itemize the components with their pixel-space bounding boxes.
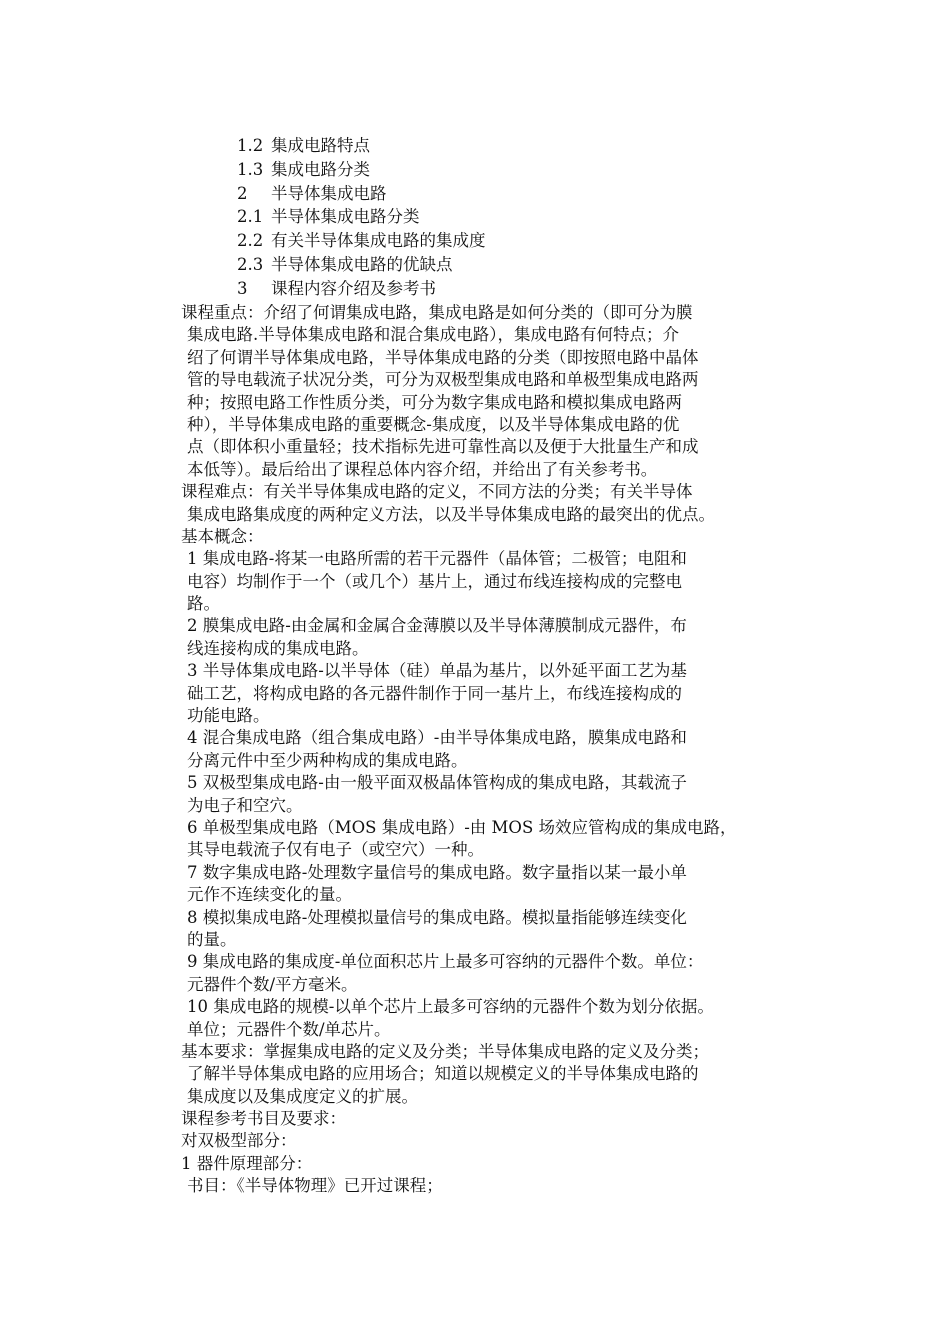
difficult-points-paragraph [181,481,821,526]
text-line: 础工艺，将构成电路的各元器件制作于同一基片上，布线连接构成的 [187,683,682,703]
text-line: 8 模拟集成电路-处理模拟量信号的集成电路。模拟量指能够连续变化 [187,907,687,927]
text-line: 种），半导体集成电路的重要概念-集成度，以及半导体集成电路的优 [187,414,680,434]
toc-text: 半导体集成电路分类 [271,207,420,227]
device-principle-heading: 1 器件原理部分： [181,1153,313,1173]
concept-item [181,862,821,907]
toc-number: 2.2 [237,231,264,251]
concepts-section [181,526,821,1041]
toc-number: 3 [237,278,248,298]
text-line: 本低等）。最后给出了课程总体内容介绍，并给出了有关参考书。 [187,459,658,479]
toc-text: 半导体集成电路 [271,183,387,203]
text-line: 元作不连续变化的量。 [187,885,352,905]
text-line: 绍了何谓半导体集成电路，半导体集成电路的分类（即按照电路中晶体 [187,347,699,367]
concept-item [181,548,821,615]
text-line: 5 双极型集成电路-由一般平面双极晶体管构成的集成电路，其载流子 [187,773,687,793]
text-line: 4 混合集成电路（组合集成电路）-由半导体集成电路，膜集成电路和 [187,728,687,748]
concept-item [181,615,821,660]
toc-number: 2.3 [237,254,264,274]
toc-text: 集成电路分类 [271,159,370,179]
text-line: 单位；元器件个数/单芯片。 [187,1019,391,1039]
toc-list [237,134,486,301]
text-line: 课程难点：有关半导体集成电路的定义，不同方法的分类；有关半导体 [181,482,693,502]
toc-number: 1.3 [237,159,264,179]
text-line: 的量。 [187,929,237,949]
text-line: 集成电路集成度的两种定义方法，以及半导体集成电路的最突出的优点。 [187,504,715,524]
references-heading: 课程参考书目及要求： [181,1109,346,1129]
toc-item [237,182,486,206]
text-line: 9 集成电路的集成度-单位面积芯片上最多可容纳的元器件个数。单位： [187,952,704,972]
text-line: 6 单极型集成电路（MOS 集成电路）-由 MOS 场效应管构成的集成电路， [187,817,737,837]
toc-item [237,158,486,182]
concept-item [181,727,821,772]
concept-item [181,907,821,952]
concept-item [181,996,821,1041]
text-line: 点（即体积小重量轻；技术指标先进可靠性高以及便于大批量生产和成 [187,437,699,457]
text-line: 分离元件中至少两种构成的集成电路。 [187,750,468,770]
concepts-heading: 基本概念： [181,526,264,546]
toc-item [237,253,486,277]
toc-item [237,229,486,253]
text-line: 种；按照电路工作性质分类，可分为数字集成电路和模拟集成电路两 [187,392,682,412]
text-line: 1 集成电路-将某一电路所需的若干元器件（晶体管；二极管；电阻和 [187,549,687,569]
toc-number: 2.1 [237,207,264,227]
text-line: 线连接构成的集成电路。 [187,638,369,658]
text-line: 为电子和空穴。 [187,795,303,815]
text-line: 课程重点：介绍了何谓集成电路，集成电路是如何分类的（即可分为膜 [181,303,693,322]
bipolar-heading: 对双极型部分： [181,1131,297,1151]
text-line: 其导电载流子仅有电子（或空穴）一种。 [187,840,484,860]
references-section [181,1108,821,1198]
toc-item [237,277,486,301]
toc-item [237,205,486,229]
toc-text: 集成电路特点 [271,136,370,155]
text-line: 功能电路。 [187,706,270,726]
toc-number: 1.2 [237,136,264,155]
concept-item [181,660,821,727]
concept-item [181,951,821,996]
text-line: 路。 [187,594,220,614]
text-line: 集成电路.半导体集成电路和混合集成电路），集成电路有何特点；介 [187,325,679,345]
text-line: 元器件个数/平方毫米。 [187,974,358,994]
toc-text: 有关半导体集成电路的集成度 [271,231,486,251]
toc-number: 2 [237,183,248,203]
text-line: 10 集成电路的规模-以单个芯片上最多可容纳的元器件个数为划分依据。 [187,997,714,1017]
text-line: 3 半导体集成电路-以半导体（硅）单晶为基片，以外延平面工艺为基 [187,661,687,681]
text-line: 集成度以及集成度定义的扩展。 [187,1086,418,1106]
text-line: 了解半导体集成电路的应用场合；知道以规模定义的半导体集成电路的 [187,1064,699,1084]
concept-item [181,772,821,817]
requirements-paragraph [181,1041,821,1108]
key-points-paragraph [181,302,821,481]
document-body [181,302,821,1198]
text-line: 管的导电载流子状况分类，可分为双极型集成电路和单极型集成电路两 [187,370,699,390]
book-line: 书目：《半导体物理》已开过课程； [187,1176,443,1196]
text-line: 基本要求：掌握集成电路的定义及分类；半导体集成电路的定义及分类； [181,1041,709,1061]
text-line: 7 数字集成电路-处理数字量信号的集成电路。数字量指以某一最小单 [187,862,687,882]
toc-text: 半导体集成电路的优缺点 [271,254,453,274]
text-line: 电容）均制作于一个（或几个）基片上，通过布线连接构成的完整电 [187,571,682,591]
concept-item [181,817,821,862]
text-line: 2 膜集成电路-由金属和金属合金薄膜以及半导体薄膜制成元器件，布 [187,616,687,636]
toc-item [237,134,486,158]
toc-text: 课程内容介绍及参考书 [271,278,436,298]
